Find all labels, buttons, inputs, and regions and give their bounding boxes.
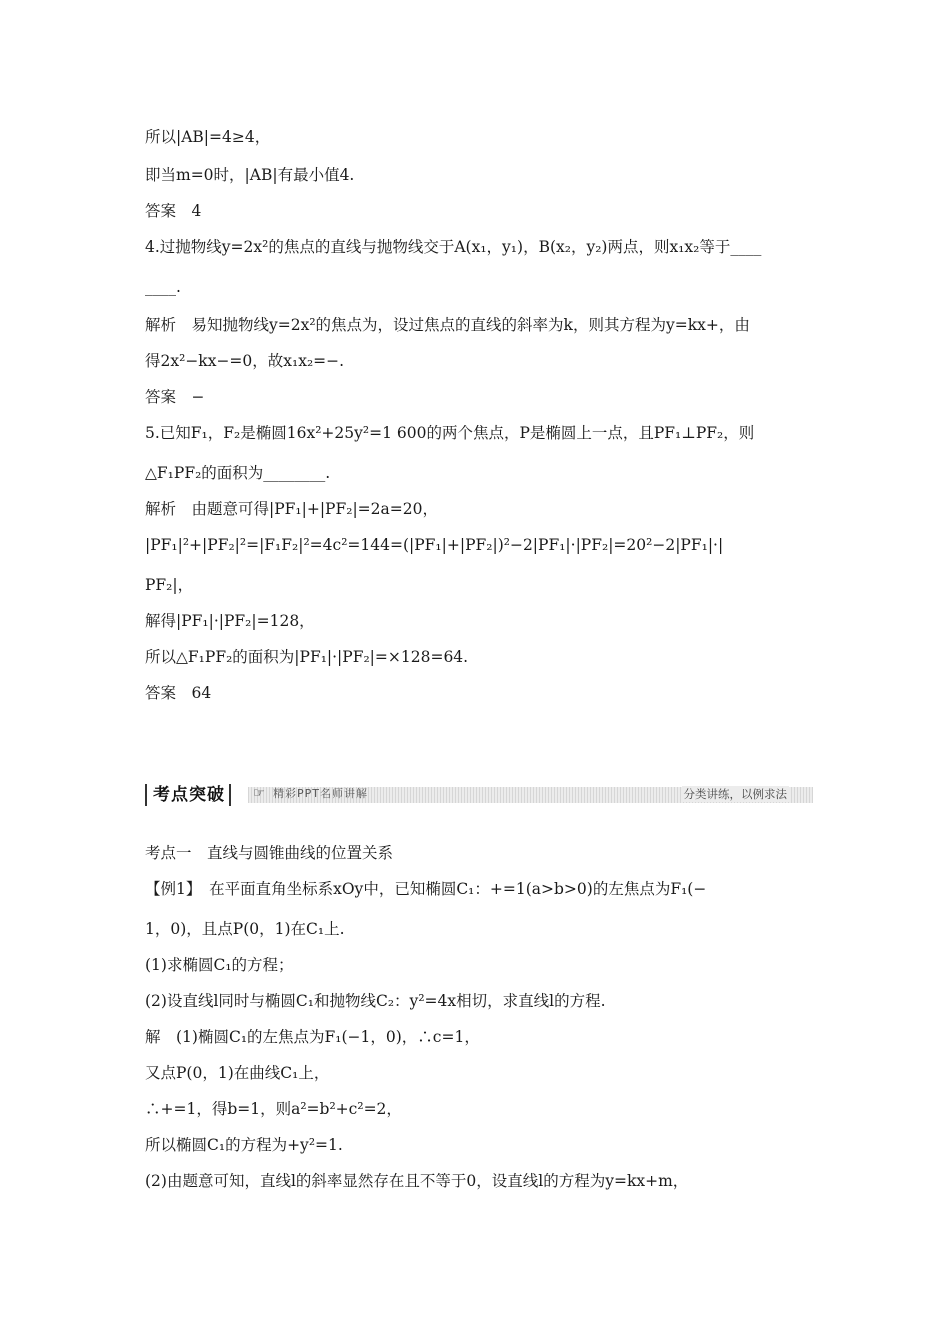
example-part-1: (1)求椭圆C₁的方程； [145, 956, 294, 974]
solution-line: 所以椭圆C₁的方程为+y²=1. [145, 1136, 343, 1154]
solution-line: |PF₁|²+|PF₂|²=|F₁F₂|²=4c²=144=(|PF₁|+|PF₂|)²−2|PF₁|·|PF₂|=20²−2|PF₁|·| [145, 536, 724, 554]
solution-line: 解析 易知抛物线y=2x²的焦点为，设过焦点的直线的斜率为k，则其方程为y=kx+，由 [145, 316, 750, 334]
text-line: 所以|AB|=4≥4， [145, 128, 271, 146]
example-line: 1，0)，且点P(0，1)在C₁上. [145, 920, 345, 938]
pointing-hand-icon: ☞ [253, 786, 265, 801]
question-5-blank: △F₁PF₂的面积为________. [145, 464, 331, 482]
question-4-blank: ____. [145, 278, 181, 296]
example-part-2: (2)设直线l同时与椭圆C₁和抛物线C₂：y²=4x相切，求直线l的方程. [145, 992, 606, 1010]
solution-line: PF₂|， [145, 576, 194, 594]
text-line: 即当m=0时，|AB|有最小值4. [145, 166, 355, 184]
solution-line: 得2x²−kx−=0，故x₁x₂=−. [145, 352, 345, 370]
section-heading: 考点一 直线与圆锥曲线的位置关系 [145, 844, 394, 862]
section-banner [145, 784, 813, 806]
solution-line: 又点P(0，1)在曲线C₁上， [145, 1064, 330, 1082]
answer-line: 答案 − [145, 388, 205, 406]
banner-subtitle: 精彩PPT名师讲解 [273, 787, 368, 800]
example-line: 【例1】 在平面直角坐标系xOy中，已知椭圆C₁：+=1(a>b>0)的左焦点为F₁(− [145, 880, 707, 898]
banner-title: 考点突破 [145, 784, 231, 806]
solution-line: (2)由题意可知，直线l的斜率显然存在且不等于0，设直线l的方程为y=kx+m， [145, 1172, 689, 1190]
question-4: 4.过抛物线y=2x²的焦点的直线与抛物线交于A(x₁，y₁)，B(x₂，y₂)两点，则x₁x₂等于____ [145, 238, 762, 256]
solution-line: 解析 由题意可得|PF₁|+|PF₂|=2a=20， [145, 500, 438, 518]
answer-line: 答案 64 [145, 684, 212, 702]
solution-line: 所以△F₁PF₂的面积为|PF₁|·|PF₂|=×128=64. [145, 648, 469, 666]
question-5: 5.已知F₁，F₂是椭圆16x²+25y²=1 600的两个焦点，P是椭圆上一点，且PF₁⊥PF₂，则 [145, 424, 755, 442]
solution-line: 解 (1)椭圆C₁的左焦点为F₁(−1，0)，∴c=1， [145, 1028, 480, 1046]
answer-line: 答案 4 [145, 202, 202, 220]
solution-line: 解得|PF₁|·|PF₂|=128， [145, 612, 315, 630]
solution-line: ∴+=1，得b=1，则a²=b²+c²=2， [145, 1100, 402, 1118]
banner-right-text: 分类讲练，以例求法 [683, 787, 787, 801]
